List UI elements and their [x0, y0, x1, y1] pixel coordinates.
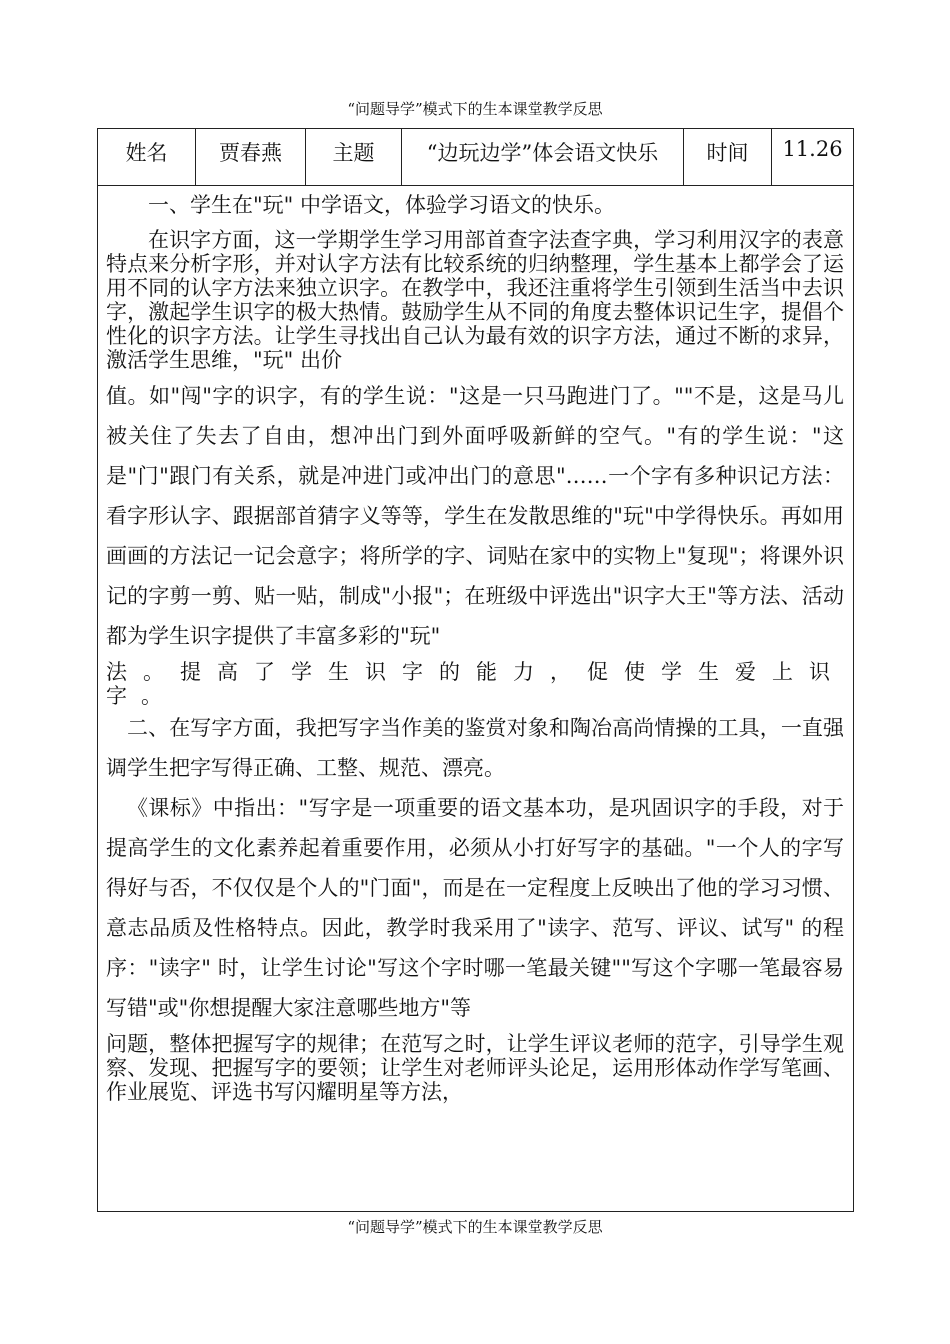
name-label: 姓名 [98, 129, 196, 185]
running-header-top: “问题导学”模式下的生本课堂教学反思 [347, 100, 603, 118]
time-value: 11.26 [782, 137, 843, 161]
paragraph-4: 《课标》中指出："写字是一项重要的语文基本功，是巩固识字的手段，对于提高学生的文化素养起着重要作用，必须从小打好写字的基础。"一个人的字写得好与否，不仅仅是个人的"门面"，而是在一定程度上反映出了他的学习习惯、意志品质及性格特点。因此，教学时我采用了"读字、范写、评议、试写" 的程序："读字" 时，让学生讨论"写这个字时哪一笔最关键""写这个字哪一笔最容易写错"或"你想提醒大家注意哪些地方"等 [106, 796, 844, 1020]
section-heading-2: 二、在写字方面，我把写字当作美的鉴赏对象和陶冶高尚情操的工具，一直强调学生把字写得正确、工整、规范、漂亮。 [106, 716, 844, 780]
paragraph-3: 法。提高了学生识字的能力，促使学生爱上识字。 [106, 660, 844, 708]
paragraph-1: 在识字方面，这一学期学生学习用部首查字法查字典，学习利用汉字的表意特点来分析字形，并对认字方法有比较系统的归纳整理，学生基本上都学会了运用不同的认字方法来独立识字。在教学中，我还注重将学生引领到生活当中去识字，激起学生识字的极大热情。鼓励学生从不同的角度去整体识记生字，提倡个性化的识字方法。让学生寻找出自己认为最有效的识字方法，通过不断的求异，激活学生思维，"玩" 出价 [106, 228, 844, 372]
topic-label: 主题 [306, 129, 402, 185]
time-label: 时间 [684, 129, 772, 185]
meta-row [98, 129, 853, 186]
name-value: 贾春燕 [196, 129, 306, 185]
section-heading-1: 一、学生在"玩" 中学语文，体验学习语文的快乐。 [148, 193, 615, 217]
reflection-table [97, 128, 854, 1212]
topic-value: “边玩边学”体会语文快乐 [402, 129, 684, 185]
paragraph-5: 问题，整体把握写字的规律；在范写之时，让学生评议老师的范字，引导学生观察、发现、把握写字的要领；让学生对老师评头论足，运用形体动作学写笔画、作业展览、评选书写闪耀明星等方法， [106, 1032, 844, 1104]
running-header-bottom: “问题导学”模式下的生本课堂教学反思 [347, 1218, 603, 1236]
paragraph-2: 值。如"闯"字的识字，有的学生说："这是一只马跑进门了。""不是，这是马儿被关住了失去了自由，想冲出门到外面呼吸新鲜的空气。"有的学生说："这是"门"跟门有关系，就是冲进门或冲出门的意思"……一个字有多种识记方法：看字形认字、跟据部首猜字义等等，学生在发散思维的"玩"中学得快乐。再如用画画的方法记一记会意字；将所学的字、词贴在家中的实物上"复现"；将课外识记的字剪一剪、贴一贴，制成"小报"；在班级中评选出"识字大王"等方法、活动都为学生识字提供了丰富多彩的"玩" [106, 384, 844, 648]
reflection-body [106, 193, 844, 1104]
